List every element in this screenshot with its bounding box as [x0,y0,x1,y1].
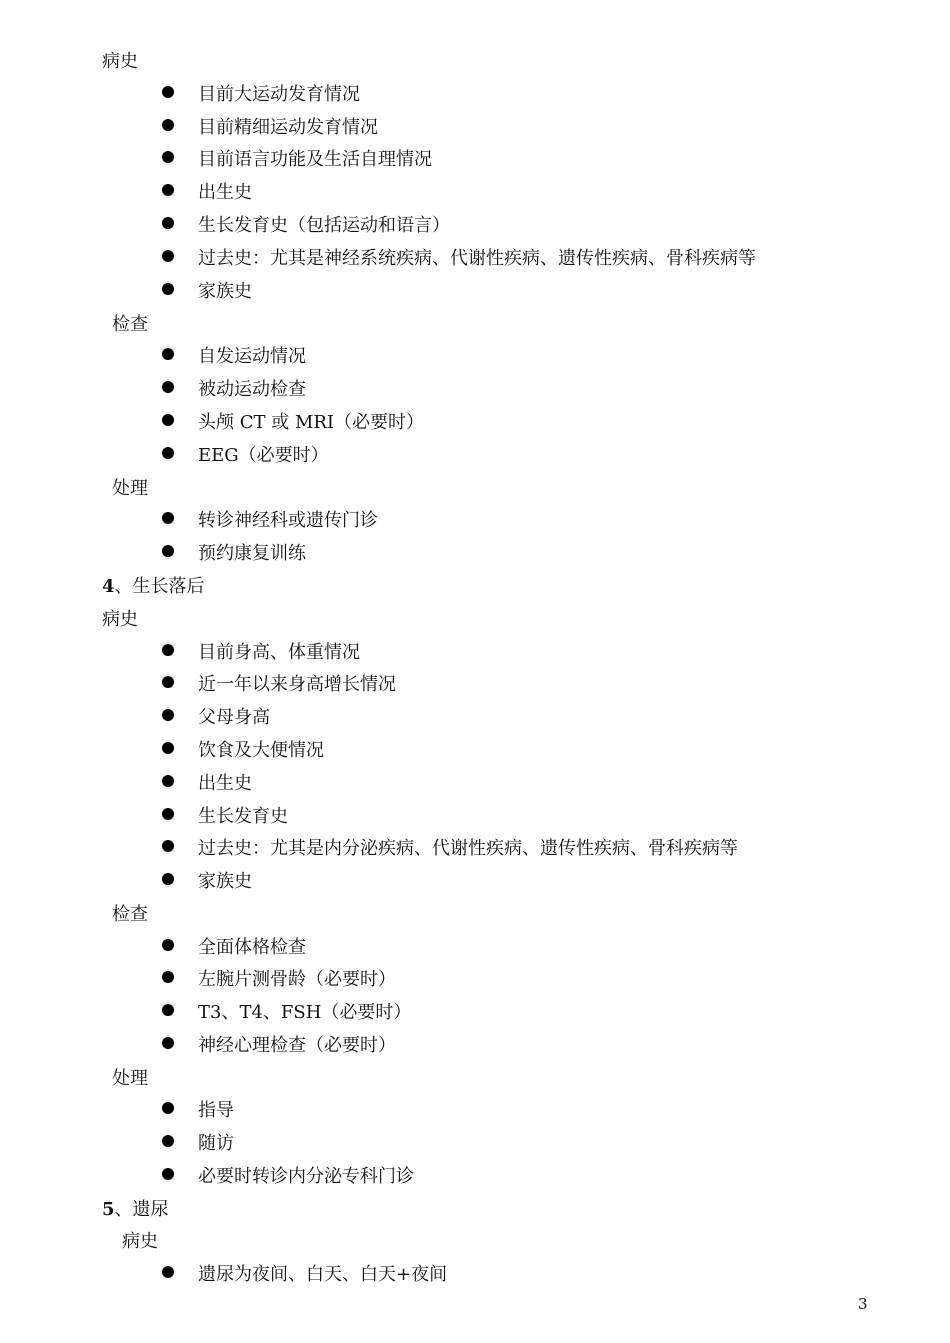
list-item-text: 目前身高、体重情况 [198,642,360,663]
list-item-text: 父母身高 [198,707,270,728]
bullet-icon [162,250,174,262]
bullet-icon [162,86,174,98]
section-title: 、生长落后 [114,576,205,597]
list-item-text: 目前精细运动发育情况 [198,117,378,138]
heading-treatment: 处理 [112,1068,148,1089]
bullet-icon [162,939,174,951]
bullet-icon [162,709,174,721]
list-item-text: 左腕片测骨龄（必要时） [198,969,396,990]
section-number: 4 [102,576,115,597]
list-item-text: 饮食及大便情况 [198,740,324,761]
bullet-icon [162,971,174,983]
list-item-text: 全面体格检查 [198,937,306,958]
list-item-text: 出生史 [198,773,252,794]
bullet-icon [162,1037,174,1049]
heading-examination: 检查 [112,904,148,925]
bullet-icon [162,545,174,557]
page-number: 3 [858,1295,868,1313]
list-item-text: 自发运动情况 [198,346,306,367]
list-item-text: 转诊神经科或遗传门诊 [198,510,378,531]
bullet-icon [162,184,174,196]
bullet-icon [162,1266,174,1278]
bullet-icon [162,348,174,360]
list-item-text: 随访 [198,1133,234,1154]
list-item-text: 生长发育史（包括运动和语言） [198,215,450,236]
bullet-icon [162,1004,174,1016]
bullet-icon [162,151,174,163]
bullet-icon [162,644,174,656]
heading-medical-history: 病史 [102,51,138,72]
list-item-text: 被动运动检查 [198,379,306,400]
section-number: 5 [102,1199,115,1220]
list-item-text: 指导 [198,1100,234,1121]
list-item-text: 必要时转诊内分泌专科门诊 [198,1166,414,1187]
bullet-icon [162,840,174,852]
list-item-text: 目前大运动发育情况 [198,84,360,105]
list-item-text: EEG（必要时） [198,445,329,466]
bullet-icon [162,1168,174,1180]
list-item-text: 神经心理检查（必要时） [198,1035,396,1056]
section-heading-enuresis [102,1199,169,1221]
bullet-icon [162,381,174,393]
bullet-icon [162,873,174,885]
list-item-text: 家族史 [198,281,252,302]
bullet-icon [162,808,174,820]
bullet-icon [162,119,174,131]
bullet-icon [162,1102,174,1114]
section-heading-growth-retardation [102,576,205,598]
heading-examination: 检查 [112,314,148,335]
list-item-text: T3、T4、FSH（必要时） [198,1002,412,1023]
heading-medical-history: 病史 [102,609,138,630]
list-item-text: 出生史 [198,182,252,203]
bullet-icon [162,775,174,787]
list-item-text: 头颅 CT 或 MRI（必要时） [198,412,425,433]
list-item-text: 过去史：尤其是神经系统疾病、代谢性疾病、遗传性疾病、骨科疾病等 [198,248,756,269]
bullet-icon [162,447,174,459]
list-item-text: 生长发育史 [198,806,288,827]
list-item-text: 目前语言功能及生活自理情况 [198,149,432,170]
list-item-text: 近一年以来身高增长情况 [198,674,396,695]
list-item-text: 遗尿为夜间、白天、白天+夜间 [198,1264,448,1285]
bullet-icon [162,1135,174,1147]
bullet-icon [162,742,174,754]
section-title: 、遗尿 [114,1199,169,1220]
heading-treatment: 处理 [112,478,148,499]
list-item-text: 过去史：尤其是内分泌疾病、代谢性疾病、遗传性疾病、骨科疾病等 [198,838,738,859]
bullet-icon [162,512,174,524]
bullet-icon [162,414,174,426]
list-item-text: 预约康复训练 [198,543,306,564]
bullet-icon [162,217,174,229]
bullet-icon [162,283,174,295]
heading-medical-history: 病史 [122,1231,158,1252]
list-item-text: 家族史 [198,871,252,892]
bullet-icon [162,676,174,688]
